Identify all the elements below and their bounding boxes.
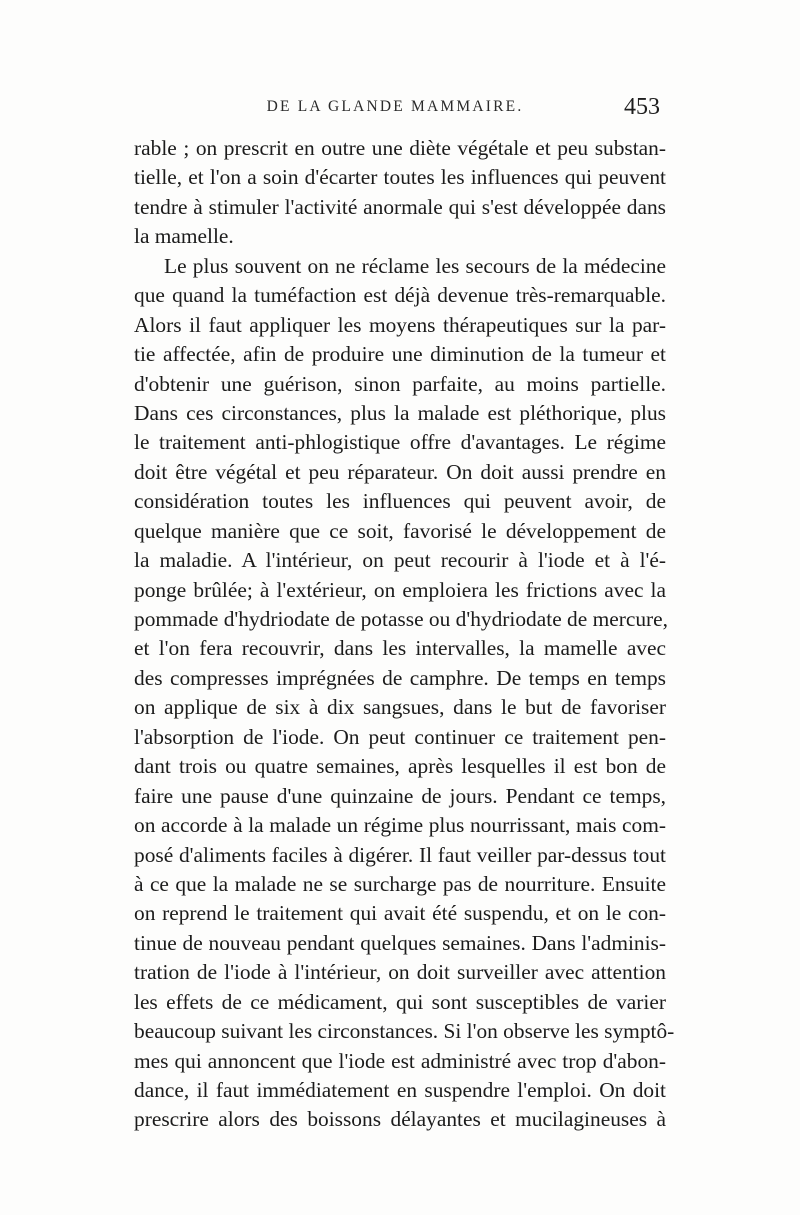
text-line: prescrire alors des boissons délayantes et mucilagineuses à [134, 1107, 666, 1132]
text-line: tielle, et l'on a soin d'écarter toutes les influences qui peuvent [134, 165, 666, 190]
text-line: mes qui annoncent que l'iode est administré avec trop d'abon- [134, 1048, 666, 1073]
text-line: d'obtenir une guérison, sinon parfaite, au moins partielle. [134, 371, 666, 396]
text-line: tinue de nouveau pendant quelques semaines. Dans l'adminis- [134, 930, 666, 955]
paragraph-start-line: Le plus souvent on ne réclame les secours de la médecine [164, 253, 666, 278]
text-line: que quand la tuméfaction est déjà devenue très-remarquable. [134, 283, 666, 308]
text-line: pommade d'hydriodate de potasse ou d'hydriodate de mercure, [134, 607, 668, 631]
page-number: 453 [624, 94, 660, 120]
text-line: posé d'aliments faciles à digérer. Il faut veiller par-dessus tout [134, 842, 666, 867]
text-line: tendre à stimuler l'activité anormale qui s'est développée dans [134, 194, 666, 219]
text-line: rable ; on prescrit en outre une diète végétale et peu substan- [134, 136, 666, 160]
text-line: les effets de ce médicament, qui sont susceptibles de varier [134, 989, 666, 1014]
text-line: beaucoup suivant les circonstances. Si l'on observe les symptô- [134, 1019, 675, 1044]
text-line: on applique de six à dix sangsues, dans le but de favoriser [134, 695, 666, 720]
text-line: tration de l'iode à l'intérieur, on doit surveiller avec attention [134, 960, 666, 985]
text-line: dance, il faut immédiatement en suspendre l'emploi. On doit [134, 1078, 666, 1102]
text-line: le traitement anti-phlogistique offre d'avantages. Le régime [134, 430, 666, 455]
text-line: des compresses imprégnées de camphre. De temps en temps [134, 665, 666, 690]
text-line: considération toutes les influences qui peuvent avoir, de [134, 489, 666, 514]
text-line: on reprend le traitement qui avait été suspendu, et on le con- [134, 901, 666, 926]
running-title: DE LA GLANDE MAMMAIRE. [266, 98, 524, 115]
text-line: doit être végétal et peu réparateur. On doit aussi prendre en [134, 459, 666, 484]
text-line: Alors il faut appliquer les moyens thérapeutiques sur la par- [134, 312, 666, 337]
text-line: et l'on fera recouvrir, dans les intervalles, la mamelle avec [134, 636, 666, 661]
text-line: Dans ces circonstances, plus la malade est pléthorique, plus [134, 400, 666, 425]
running-head [134, 94, 660, 124]
text-line: on accorde à la malade un régime plus nourrissant, mais com- [134, 813, 666, 838]
text-line: faire une pause d'une quinzaine de jours. Pendant ce temps, [134, 783, 666, 808]
text-line: l'absorption de l'iode. On peut continuer ce traitement pen- [134, 724, 666, 749]
text-line: ponge brûlée; à l'extérieur, on emploiera les frictions avec la [134, 577, 666, 602]
text-line: quelque manière que ce soit, favorisé le développement de [134, 518, 666, 543]
paragraph-end-line: la mamelle. [134, 224, 234, 249]
text-line: dant trois ou quatre semaines, après lesquelles il est bon de [134, 754, 666, 779]
text-line: tie affectée, afin de produire une diminution de la tumeur et [134, 342, 666, 367]
body-text [134, 134, 675, 1135]
text-line: à ce que la malade ne se surcharge pas de nourriture. Ensuite [134, 871, 666, 896]
text-line: la maladie. A l'intérieur, on peut recourir à l'iode et à l'é- [134, 548, 666, 573]
